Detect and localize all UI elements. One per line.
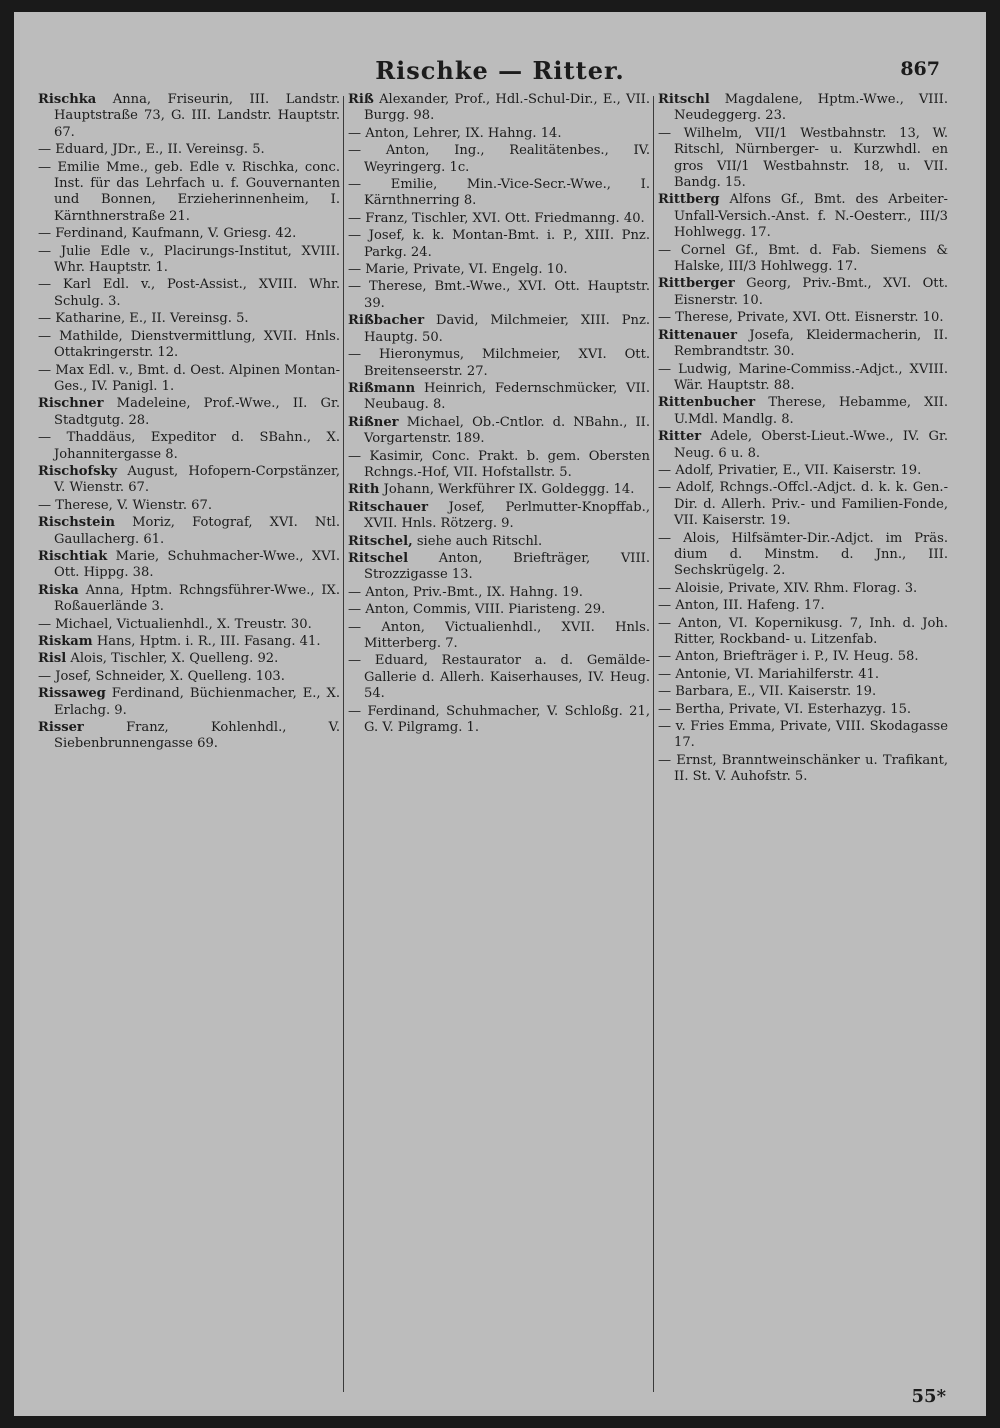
directory-entry bbox=[658, 362, 948, 395]
directory-entry bbox=[38, 396, 340, 429]
entry-text: August, Hofopern-Corpstänzer, V. Wienstr. 67. bbox=[54, 463, 340, 496]
entry-text: Moriz, Fotograf, XVI. Ntl. Gaullacherg. 61. bbox=[54, 515, 340, 547]
directory-entry bbox=[348, 534, 650, 550]
entry-text: Josefa, Kleidermacherin, II. Rembrandtstr. 30. bbox=[674, 327, 948, 360]
directory-entry bbox=[348, 704, 650, 737]
entry-text: — Thaddäus, Expeditor d. SBahn., X. Johannitergasse 8. bbox=[38, 430, 340, 462]
directory-entry bbox=[348, 228, 650, 261]
entry-text: Alexander, Prof., Hdl.-Schul-Dir., E., VII. Burgg. 98. bbox=[364, 92, 650, 124]
column-3 bbox=[658, 92, 948, 1392]
entry-text: — Mathilde, Dienstvermittlung, XVII. Hnls. Ottakringerstr. 12. bbox=[38, 328, 340, 361]
entry-text: — Antonie, VI. Mariahilferstr. 41. bbox=[658, 666, 880, 682]
directory-entry bbox=[348, 482, 650, 498]
directory-entry bbox=[348, 313, 650, 346]
entry-surname: Ritschl bbox=[658, 92, 710, 107]
directory-entry bbox=[658, 702, 948, 718]
directory-entry bbox=[348, 211, 650, 227]
directory-entry bbox=[658, 649, 948, 665]
directory-entry bbox=[38, 515, 340, 548]
entry-text: Anton, Briefträger, VIII. Strozzigasse 13. bbox=[364, 550, 650, 583]
entry-text: — Anton, III. Hafeng. 17. bbox=[658, 598, 825, 614]
directory-entry bbox=[658, 581, 948, 597]
entry-surname: Rischstein bbox=[38, 515, 115, 531]
directory-entry bbox=[348, 126, 650, 142]
entry-text: — Josef, Schneider, X. Quelleng. 103. bbox=[38, 668, 285, 684]
directory-entry bbox=[348, 620, 650, 653]
entry-text: David, Milchmeier, XIII. Pnz. Hauptg. 50. bbox=[364, 313, 650, 345]
entry-text: — Therese, Private, XVI. Ott. Eisnerstr. 10. bbox=[658, 310, 944, 326]
entry-text: Ferdinand, Büchienmacher, E., X. Erlachg. 9. bbox=[54, 686, 340, 718]
entry-text: — Emilie, Min.-Vice-Secr.-Wwe., I. Kärnthnerring 8. bbox=[348, 177, 650, 209]
directory-entry bbox=[348, 602, 650, 618]
entry-text: — Josef, k. k. Montan-Bmt. i. P., XIII. Pnz. Parkg. 24. bbox=[348, 228, 650, 260]
directory-entry bbox=[658, 276, 948, 309]
directory-entry bbox=[38, 92, 340, 141]
entry-text: — Aloisie, Private, XIV. Rhm. Florag. 3. bbox=[658, 580, 918, 596]
entry-text: Magdalene, Hptm.-Wwe., VIII. Neudeggerg. 23. bbox=[674, 92, 948, 124]
entry-text: Alfons Gf., Bmt. des Arbeiter-Unfall-Versich.-Anst. f. N.-Oesterr., III/3 Hohlwegg. 17. bbox=[674, 192, 948, 241]
directory-entry bbox=[658, 310, 948, 326]
directory-entry bbox=[348, 279, 650, 312]
directory-entry bbox=[348, 143, 650, 176]
directory-entry bbox=[38, 244, 340, 277]
entry-text: — Anton, Commis, VIII. Piaristeng. 29. bbox=[348, 602, 606, 618]
entry-text: — Kasimir, Conc. Prakt. b. gem. Obersten Rchngs.-Hof, VII. Hofstallstr. 5. bbox=[348, 448, 650, 480]
entry-text: — Karl Edl. v., Post-Assist., XVIII. Whr. Schulg. 3. bbox=[38, 277, 340, 309]
entry-text: — Katharine, E., II. Vereinsg. 5. bbox=[38, 311, 249, 327]
entry-text: Marie, Schuhmacher-Wwe., XVI. Ott. Hippg. 38. bbox=[54, 548, 340, 581]
entry-surname: Rischner bbox=[38, 396, 104, 412]
entry-text: Hans, Hptm. i. R., III. Fasang. 41. bbox=[96, 634, 321, 649]
directory-entry bbox=[658, 395, 948, 428]
entry-surname: Rissaweg bbox=[38, 686, 106, 702]
running-head bbox=[14, 56, 986, 86]
entry-surname: Rißmann bbox=[348, 380, 416, 396]
entry-text: — Anton, Lehrer, IX. Hahng. 14. bbox=[348, 125, 562, 141]
column-1 bbox=[38, 92, 340, 1392]
directory-entry bbox=[658, 719, 948, 752]
entry-surname: Rittenbucher bbox=[658, 395, 756, 411]
entry-text: — Anton, Briefträger i. P., IV. Heug. 58. bbox=[658, 649, 919, 665]
directory-entry bbox=[38, 363, 340, 396]
entry-text: — Adolf, Rchngs.-Offcl.-Adjct. d. k. k. Gen.-Dir. d. Allerh. Priv.- und Familien-Fonde, VII. Kaiserstr. 19. bbox=[658, 480, 948, 529]
page-number: 867 bbox=[900, 58, 940, 80]
entry-surname: Riß bbox=[348, 92, 374, 107]
directory-entry bbox=[38, 498, 340, 514]
entry-text: — Barbara, E., VII. Kaiserstr. 19. bbox=[658, 684, 877, 700]
entry-text: — Bertha, Private, VI. Esterhazyg. 15. bbox=[658, 701, 912, 717]
entry-text: Michael, Ob.-Cntlor. d. NBahn., II. Vorgartenstr. 189. bbox=[364, 414, 650, 447]
entry-text: — Cornel Gf., Bmt. d. Fab. Siemens & Halske, III/3 Hohlwegg. 17. bbox=[658, 242, 948, 275]
entry-text: — Therese, Bmt.-Wwe., XVI. Ott. Hauptstr. 39. bbox=[348, 279, 650, 311]
directory-entry bbox=[348, 262, 650, 278]
directory-entry bbox=[658, 92, 948, 125]
entry-text: — Therese, V. Wienstr. 67. bbox=[38, 497, 213, 513]
entry-text: — Anton, VI. Kopernikusg. 7, Inh. d. Joh. Ritter, Rockband- u. Litzenfab. bbox=[658, 615, 948, 647]
entry-surname: Rischofsky bbox=[38, 463, 118, 479]
directory-entry bbox=[38, 142, 340, 158]
entry-surname: Ritschel bbox=[348, 550, 409, 566]
directory-entry bbox=[38, 329, 340, 362]
entry-text: — Julie Edle v., Placirungs-Institut, XVIII. Whr. Hauptstr. 1. bbox=[38, 243, 340, 276]
directory-entry bbox=[38, 686, 340, 719]
entry-text: — Adolf, Privatier, E., VII. Kaiserstr. 19. bbox=[658, 462, 922, 478]
directory-entry bbox=[658, 328, 948, 361]
directory-entry bbox=[38, 583, 340, 616]
directory-entry bbox=[38, 160, 340, 226]
entry-text: Therese, Hebamme, XII. U.Mdl. Mandlg. 8. bbox=[674, 395, 948, 427]
directory-entry bbox=[658, 616, 948, 649]
entry-text: — Michael, Victualienhdl., X. Treustr. 30. bbox=[38, 616, 312, 632]
entry-text: Alois, Tischler, X. Quelleng. 92. bbox=[70, 651, 279, 667]
entry-text: — v. Fries Emma, Private, VIII. Skodagasse 17. bbox=[658, 719, 948, 751]
directory-entry bbox=[348, 585, 650, 601]
entry-surname: Ritschel, bbox=[348, 533, 413, 549]
directory-entry bbox=[348, 347, 650, 380]
signature-mark: 55* bbox=[911, 1386, 946, 1407]
entry-text: Josef, Perlmutter-Knopffab., XVII. Hnls. Rötzerg. 9. bbox=[364, 499, 650, 532]
directory-entry bbox=[658, 531, 948, 580]
entry-text: — Eduard, JDr., E., II. Vereinsg. 5. bbox=[38, 142, 265, 158]
directory-entry bbox=[348, 449, 650, 482]
directory-entry bbox=[658, 667, 948, 683]
entry-text: — Anton, Victualienhdl., XVII. Hnls. Mitterberg. 7. bbox=[348, 619, 650, 651]
directory-entry bbox=[348, 177, 650, 210]
directory-entry bbox=[658, 192, 948, 241]
entry-text: — Anton, Ing., Realitätenbes., IV. Weyringerg. 1c. bbox=[348, 143, 650, 175]
entry-surname: Rißbacher bbox=[348, 313, 425, 329]
entry-text: — Ferdinand, Schuhmacher, V. Schloßg. 21, G. V. Pilgramg. 1. bbox=[348, 703, 650, 736]
entry-surname: Riska bbox=[38, 582, 79, 598]
directory-entry bbox=[348, 415, 650, 448]
entry-surname: Ritschauer bbox=[348, 499, 429, 515]
entry-text: — Franz, Tischler, XVI. Ott. Friedmanng. 40. bbox=[348, 210, 645, 226]
directory-entry bbox=[38, 720, 340, 753]
entry-text: — Wilhelm, VII/1 Westbahnstr. 13, W. Ritschl, Nürnberger- u. Kurzwhdl. en gros VII/1 Westbahnstr. 18, u. VII. Bandg. 15. bbox=[658, 125, 948, 191]
entry-text: Heinrich, Federnschmücker, VII. Neubaug. 8. bbox=[364, 380, 650, 413]
entry-surname: Rischka bbox=[38, 92, 97, 107]
entry-text: — Anton, Priv.-Bmt., IX. Hahng. 19. bbox=[348, 584, 583, 600]
directory-entry bbox=[658, 684, 948, 700]
entry-text: — Alois, Hilfsämter-Dir.-Adjct. im Präs. dium d. Minstm. d. Jnn., III. Sechskrügelg. 2. bbox=[658, 530, 948, 579]
entry-text: — Marie, Private, VI. Engelg. 10. bbox=[348, 262, 568, 278]
directory-entry bbox=[38, 277, 340, 310]
entry-surname: Rittenauer bbox=[658, 327, 738, 343]
directory-entry bbox=[658, 753, 948, 786]
entry-text: Georg, Priv.-Bmt., XVI. Ott. Eisnerstr. 10. bbox=[674, 276, 948, 308]
directory-entry bbox=[658, 480, 948, 529]
entry-text: Madeleine, Prof.-Wwe., II. Gr. Stadtgutg. 28. bbox=[54, 396, 340, 428]
directory-entry bbox=[38, 634, 340, 650]
directory-entry bbox=[348, 653, 650, 702]
column-rule bbox=[653, 96, 654, 1392]
directory-entry bbox=[348, 551, 650, 584]
entry-surname: Risser bbox=[38, 720, 84, 736]
entry-text: Anna, Friseurin, III. Landstr. Hauptstraße 73, G. III. Landstr. Hauptstr. 67. bbox=[54, 92, 340, 140]
directory-entry bbox=[348, 500, 650, 533]
directory-page bbox=[14, 12, 986, 1416]
entry-text: — Hieronymus, Milchmeier, XVI. Ott. Breitenseerstr. 27. bbox=[348, 347, 650, 379]
entry-surname: Rith bbox=[348, 482, 380, 498]
entry-text: — Eduard, Restaurator a. d. Gemälde-Gallerie d. Allerh. Kaiserhauses, IV. Heug. 54. bbox=[348, 653, 650, 702]
directory-entry bbox=[658, 463, 948, 479]
entry-text: siehe auch Ritschl. bbox=[416, 533, 543, 549]
entry-surname: Rittberg bbox=[658, 192, 720, 208]
directory-entry bbox=[658, 126, 948, 192]
entry-text: — Ernst, Branntweinschänker u. Trafikant, II. St. V. Auhofstr. 5. bbox=[658, 752, 948, 785]
page-title: Rischke — Ritter. bbox=[375, 56, 625, 85]
entry-text: — Max Edl. v., Bmt. d. Oest. Alpinen Montan-Ges., IV. Panigl. 1. bbox=[38, 362, 340, 394]
entry-surname: Rischtiak bbox=[38, 548, 108, 564]
directory-entry bbox=[38, 464, 340, 497]
entry-text: Johann, Werkführer IX. Goldeggg. 14. bbox=[383, 482, 635, 498]
directory-entry bbox=[658, 243, 948, 276]
entry-text: Adele, Oberst-Lieut.-Wwe., IV. Gr. Neug. 6 u. 8. bbox=[674, 429, 948, 461]
entry-surname: Rittberger bbox=[658, 276, 735, 292]
entry-text: Franz, Kohlenhdl., V. Siebenbrunnengasse 69. bbox=[54, 720, 340, 752]
entry-surname: Rißner bbox=[348, 414, 399, 430]
directory-entry bbox=[348, 381, 650, 414]
entry-surname: Risl bbox=[38, 651, 67, 667]
column-2 bbox=[348, 92, 650, 1392]
entry-text: — Ludwig, Marine-Commiss.-Adjct., XVIII. Wär. Hauptstr. 88. bbox=[658, 361, 948, 393]
entry-surname: Riskam bbox=[38, 634, 93, 649]
directory-entry bbox=[658, 598, 948, 614]
directory-entry bbox=[38, 226, 340, 242]
entry-surname: Ritter bbox=[658, 429, 702, 445]
directory-entry bbox=[658, 429, 948, 462]
directory-entry bbox=[38, 549, 340, 582]
entry-text: — Ferdinand, Kaufmann, V. Griesg. 42. bbox=[38, 226, 297, 242]
directory-entry bbox=[38, 617, 340, 633]
entry-text: — Emilie Mme., geb. Edle v. Rischka, conc. Inst. für das Lehrfach u. f. Gouvernanten und Bonnen, Erzieherinnenheim, I. Kärnthnerstraße 21. bbox=[38, 159, 340, 224]
directory-entry bbox=[38, 669, 340, 685]
entry-text: Anna, Hptm. Rchngsführer-Wwe., IX. Roßauerlände 3. bbox=[54, 582, 340, 615]
directory-entry bbox=[348, 92, 650, 125]
directory-entry bbox=[38, 651, 340, 667]
directory-entry bbox=[38, 430, 340, 463]
directory-entry bbox=[38, 311, 340, 327]
column-rule bbox=[343, 96, 344, 1392]
